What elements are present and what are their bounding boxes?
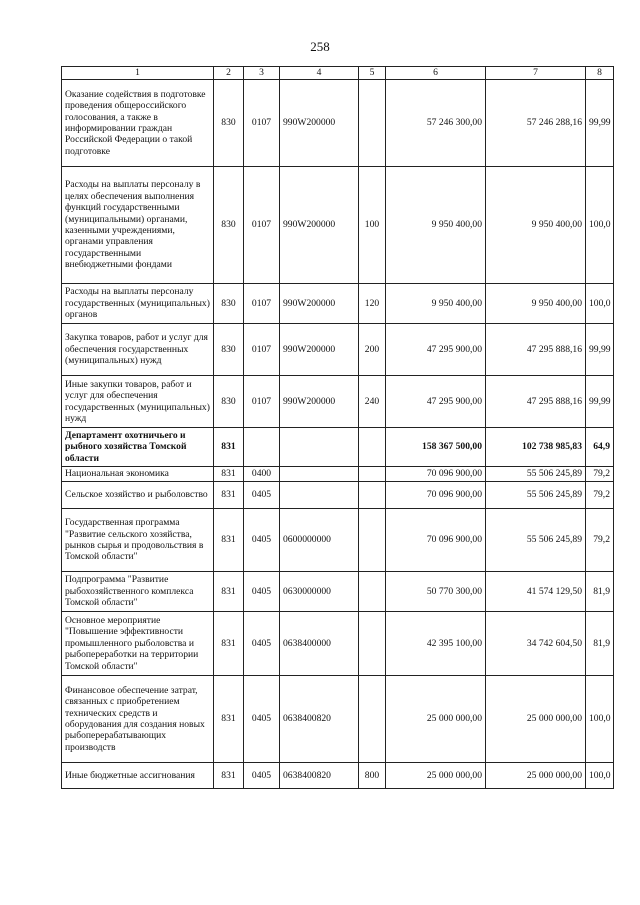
header-cell: 4 [280,67,359,80]
row-plan-cell: 25 000 000,00 [386,763,486,789]
row-article-cell: 0638400000 [280,612,359,676]
table-body [62,80,614,789]
row-fact-cell: 47 295 888,16 [486,324,586,376]
row-article-cell [280,482,359,509]
table-row [62,284,614,324]
row-name-cell: Подпрограмма "Развитие рыбохозяйственного комплекса Томской области" [62,572,214,612]
row-percent-cell: 99,99 [586,324,614,376]
row-percent-cell: 100,0 [586,676,614,763]
table-row [62,467,614,482]
row-name-cell: Иные закупки товаров, работ и услуг для обеспечения государственных (муниципальных) нужд [62,376,214,428]
row-section-cell: 0107 [244,376,280,428]
row-fact-cell: 55 506 245,89 [486,467,586,482]
row-type-cell: 800 [359,763,386,789]
row-article-cell: 990W200000 [280,167,359,284]
row-code-cell: 830 [214,167,244,284]
header-cell: 1 [62,67,214,80]
row-article-cell: 0630000000 [280,572,359,612]
row-section-cell: 0405 [244,763,280,789]
header-cell: 3 [244,67,280,80]
header-cell: 7 [486,67,586,80]
row-name-cell: Сельское хозяйство и рыболовство [62,482,214,509]
row-percent-cell: 64,9 [586,428,614,467]
row-section-cell: 0107 [244,167,280,284]
table-row [62,572,614,612]
row-percent-cell: 100,0 [586,167,614,284]
row-name-cell: Иные бюджетные ассигнования [62,763,214,789]
row-article-cell: 990W200000 [280,284,359,324]
row-percent-cell: 99,99 [586,376,614,428]
row-section-cell [244,428,280,467]
row-name-cell: Расходы на выплаты персоналу государственных (муниципальных) органов [62,284,214,324]
table-row [62,509,614,572]
table-row [62,612,614,676]
row-article-cell [280,428,359,467]
row-type-cell [359,509,386,572]
row-code-cell: 830 [214,324,244,376]
row-section-cell: 0107 [244,324,280,376]
row-fact-cell: 25 000 000,00 [486,763,586,789]
table-row [62,324,614,376]
row-percent-cell: 81,9 [586,612,614,676]
row-type-cell [359,467,386,482]
row-article-cell: 990W200000 [280,80,359,167]
row-type-cell: 120 [359,284,386,324]
row-percent-cell: 100,0 [586,763,614,789]
row-type-cell [359,572,386,612]
row-article-cell: 990W200000 [280,376,359,428]
row-plan-cell: 47 295 900,00 [386,376,486,428]
row-fact-cell: 57 246 288,16 [486,80,586,167]
header-row [62,67,614,80]
row-type-cell: 200 [359,324,386,376]
row-section-cell: 0405 [244,482,280,509]
row-plan-cell: 70 096 900,00 [386,467,486,482]
table-row [62,676,614,763]
row-type-cell [359,80,386,167]
row-plan-cell: 42 395 100,00 [386,612,486,676]
table-row [62,428,614,467]
row-percent-cell: 79,2 [586,509,614,572]
row-code-cell: 831 [214,572,244,612]
row-section-cell: 0107 [244,284,280,324]
row-plan-cell: 57 246 300,00 [386,80,486,167]
row-plan-cell: 50 770 300,00 [386,572,486,612]
row-name-cell: Национальная экономика [62,467,214,482]
row-plan-cell: 47 295 900,00 [386,324,486,376]
row-fact-cell: 47 295 888,16 [486,376,586,428]
row-plan-cell: 9 950 400,00 [386,284,486,324]
table-row [62,763,614,789]
row-section-cell: 0405 [244,509,280,572]
row-type-cell: 240 [359,376,386,428]
row-percent-cell: 79,2 [586,467,614,482]
row-percent-cell: 99,99 [586,80,614,167]
header-cell: 2 [214,67,244,80]
header-cell: 5 [359,67,386,80]
row-fact-cell: 9 950 400,00 [486,167,586,284]
row-fact-cell: 41 574 129,50 [486,572,586,612]
row-code-cell: 831 [214,676,244,763]
row-plan-cell: 9 950 400,00 [386,167,486,284]
row-plan-cell: 25 000 000,00 [386,676,486,763]
row-name-cell: Оказание содействия в подготовке проведения общероссийского голосования, а также в информировании граждан Российской Федерации о такой подготовке [62,80,214,167]
row-fact-cell: 102 738 985,83 [486,428,586,467]
row-code-cell: 831 [214,482,244,509]
row-code-cell: 831 [214,509,244,572]
row-code-cell: 831 [214,612,244,676]
row-name-cell: Закупка товаров, работ и услуг для обеспечения государственных (муниципальных) нужд [62,324,214,376]
table-row [62,376,614,428]
row-code-cell: 831 [214,763,244,789]
row-code-cell: 830 [214,80,244,167]
row-type-cell [359,612,386,676]
table-row [62,167,614,284]
row-fact-cell: 55 506 245,89 [486,482,586,509]
table-row [62,482,614,509]
row-article-cell: 0600000000 [280,509,359,572]
row-name-cell: Основное мероприятие "Повышение эффективности промышленного рыболовства и рыбопереработки на территории Томской области" [62,612,214,676]
row-fact-cell: 34 742 604,50 [486,612,586,676]
row-type-cell [359,482,386,509]
row-plan-cell: 70 096 900,00 [386,509,486,572]
row-section-cell: 0107 [244,80,280,167]
row-type-cell: 100 [359,167,386,284]
row-percent-cell: 79,2 [586,482,614,509]
row-fact-cell: 25 000 000,00 [486,676,586,763]
row-section-cell: 0405 [244,572,280,612]
header-cell: 6 [386,67,486,80]
row-type-cell [359,428,386,467]
page-number: 258 [310,39,330,54]
row-section-cell: 0400 [244,467,280,482]
row-section-cell: 0405 [244,676,280,763]
row-article-cell [280,467,359,482]
row-percent-cell: 81,9 [586,572,614,612]
row-plan-cell: 158 367 500,00 [386,428,486,467]
row-name-cell: Расходы на выплаты персоналу в целях обеспечения выполнения функций государственными (муниципальными) органами, казенными учреждениями, органами управления государственными внебюджетными фондами [62,167,214,284]
budget-table [61,66,614,789]
header-cell: 8 [586,67,614,80]
row-code-cell: 830 [214,284,244,324]
row-code-cell: 830 [214,376,244,428]
row-percent-cell: 100,0 [586,284,614,324]
row-type-cell [359,676,386,763]
row-name-cell: Государственная программа "Развитие сельского хозяйства, рынков сырья и продовольствия в Томской области" [62,509,214,572]
row-section-cell: 0405 [244,612,280,676]
row-name-cell: Финансовое обеспечение затрат, связанных с приобретением технических средств и оборудования для создания новых рыбоперерабатывающих производств [62,676,214,763]
row-article-cell: 990W200000 [280,324,359,376]
row-fact-cell: 9 950 400,00 [486,284,586,324]
row-name-cell: Департамент охотничьего и рыбного хозяйства Томской области [62,428,214,467]
row-code-cell: 831 [214,428,244,467]
row-plan-cell: 70 096 900,00 [386,482,486,509]
row-code-cell: 831 [214,467,244,482]
row-fact-cell: 55 506 245,89 [486,509,586,572]
row-article-cell: 0638400820 [280,763,359,789]
table-row [62,80,614,167]
row-article-cell: 0638400820 [280,676,359,763]
